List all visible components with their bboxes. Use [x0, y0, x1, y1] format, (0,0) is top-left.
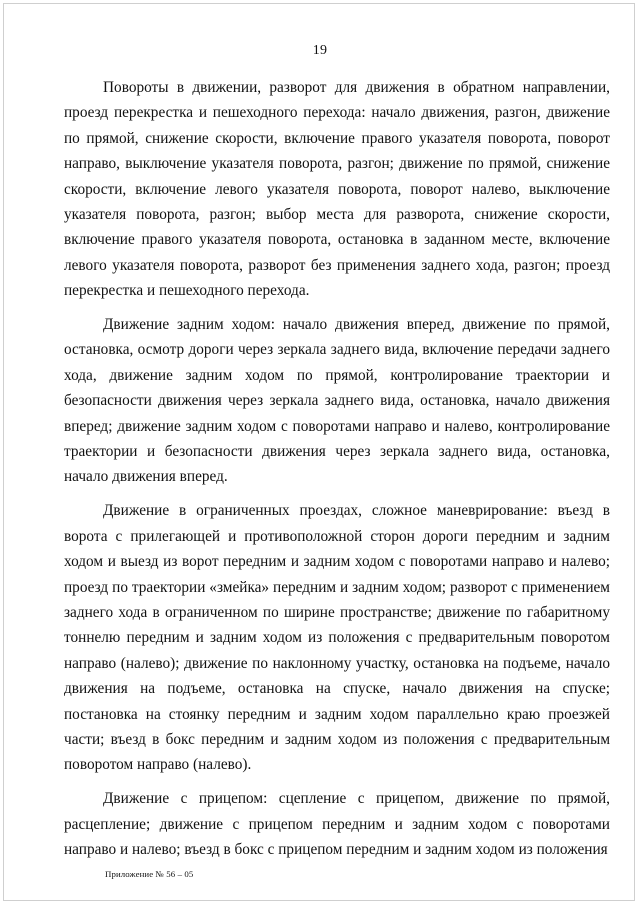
paragraph-turns: Повороты в движении, разворот для движения в обратном направлении, проезд перекрестка и пешеходного перехода: начало движения, разгон, движение по прямой, снижение скорости, включение правого указателя поворота, поворот направо, выключение указателя поворота, разгон; движение по прямой, снижение скорости, включение левого указателя поворота, поворот налево, выключение указателя поворота, разгон; выбор места для разворота, снижение скорости, включение правого указателя поворота, остановка в заданном месте, включение левого указателя поворота, разворот без применения заднего хода, разгон; проезд перекрестка и пешеходного перехода. [64, 79, 610, 300]
footer-appendix-label: Приложение № 56 – 05 [105, 869, 194, 879]
page-number: 19 [312, 43, 328, 58]
paragraph-trailer: Движение с прицепом: сцепление с прицепом, движение по прямой, расцепление; движение с прицепом передним и задним ходом с поворотами направо и налево; въезд в бокс с прицепом передним и задним ходом из положения [64, 790, 610, 858]
paragraph-reverse: Движение задним ходом: начало движения вперед, движение по прямой, остановка, осмотр дороги через зеркала заднего вида, включение передачи заднего хода, движение задним ходом по прямой, контролирование траектории и безопасности движения через зеркала заднего вида, остановка, начало движения вперед; движение задним ходом с поворотами направо и налево, контролирование траектории и безопасности движения через зеркала заднего вида, остановка, начало движения вперед. [64, 316, 610, 486]
paragraph-confined: Движение в ограниченных проездах, сложное маневрирование: въезд в ворота с прилегающей и противоположной сторон дороги передним и задним ходом и выезд из ворот передним и задним ходом с поворотами направо и налево; проезд по траектории «змейка» передним и задним ходом; разворот с применением заднего хода в ограниченном по ширине пространстве; движение по габаритному тоннелю передним и задним ходом из положения с предварительным поворотом направо (налево); движение по наклонному участку, остановка на подъеме, начало движения на подъеме, остановка на спуске, начало движения на спуске; постановка на стоянку передним и задним ходом параллельно краю проезжей части; въезд в бокс передним и задним ходом из положения с предварительным поворотом направо (налево). [64, 502, 610, 774]
document-body [64, 75, 610, 862]
